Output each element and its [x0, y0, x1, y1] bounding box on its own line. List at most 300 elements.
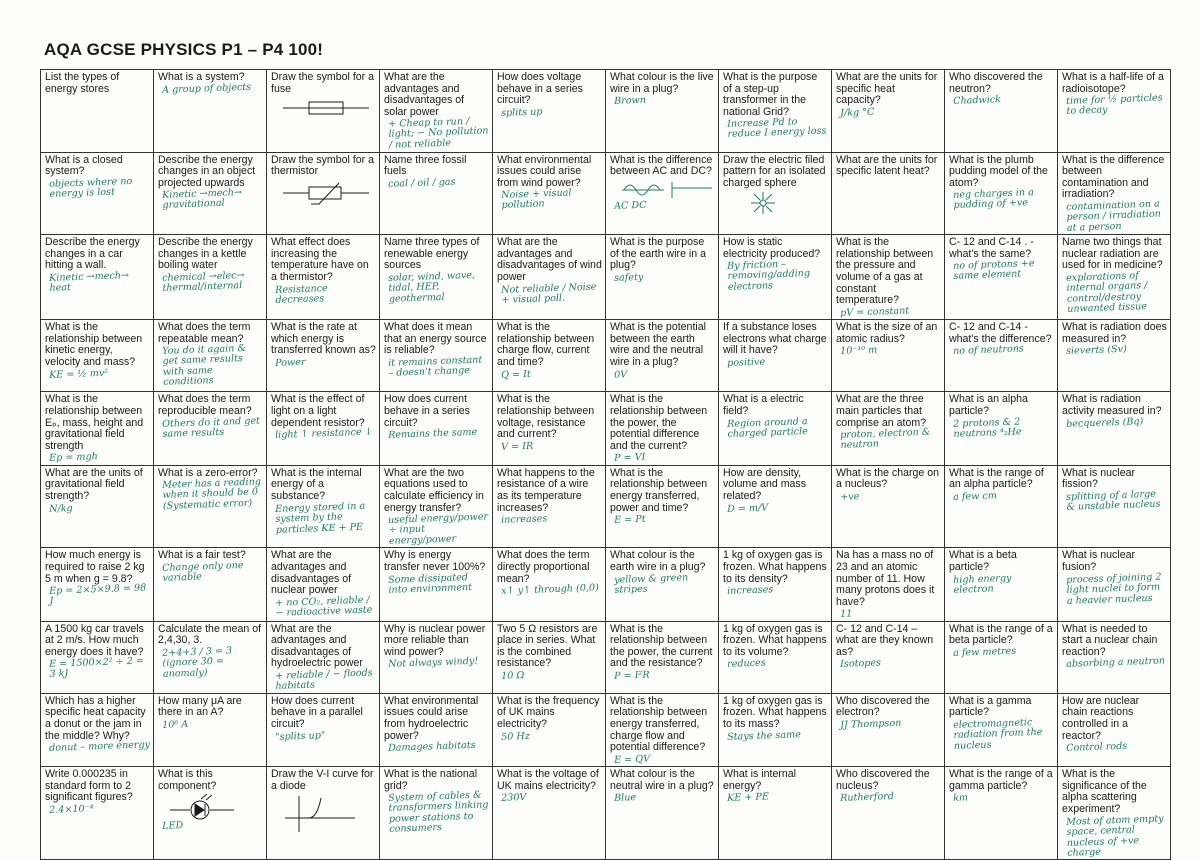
question-text: What is the relationship between kinetic energy, velocity and mass?	[45, 321, 143, 368]
handwritten-answer: Brown	[613, 94, 647, 108]
handwritten-answer: E = QV	[613, 753, 651, 766]
question-cell	[1058, 320, 1171, 392]
question-text: What is the potential between the earth wire and the neutral wire in a plug?	[610, 321, 706, 368]
handwritten-answer: 50 Hz	[500, 730, 531, 743]
grid-row	[41, 767, 1171, 860]
question-text: What are the two equations used to calculate efficiency in energy transfer?	[384, 466, 484, 514]
question-text: Draw the symbol for a fuse	[271, 71, 375, 95]
question-cell	[154, 767, 267, 860]
question-cell	[493, 70, 606, 153]
handwritten-answer: +ve	[839, 491, 860, 503]
handwritten-answer: P = I²R	[613, 669, 650, 682]
question-text: What is internal energy?	[723, 768, 797, 792]
question-cell	[267, 548, 380, 621]
handwritten-answer: 10⁶ A	[161, 719, 189, 731]
question-cell	[493, 548, 606, 621]
question-cell	[493, 235, 606, 320]
question-text: What is a beta particle?	[949, 549, 1017, 573]
question-cell	[719, 465, 832, 548]
question-cell	[945, 693, 1058, 766]
handwritten-answer: safety	[613, 271, 644, 284]
question-cell	[154, 320, 267, 392]
question-text: What is needed to start a nuclear chain reaction?	[1062, 622, 1158, 658]
question-text: What is radiation activity measured in?	[1062, 393, 1162, 417]
question-cell	[41, 235, 154, 320]
handwritten-answer: Increase Pd to reduce I energy loss	[726, 116, 827, 141]
question-cell	[1058, 465, 1171, 548]
question-cell	[380, 465, 493, 548]
question-cell	[606, 152, 719, 235]
question-cell	[493, 320, 606, 392]
question-cell	[606, 320, 719, 392]
question-cell	[380, 392, 493, 465]
question-text: What is the range of a beta particle?	[949, 622, 1053, 647]
handwritten-answer: Ep = 2×5×9.8 = 98 J	[48, 582, 147, 608]
question-text: What is the relationship between charge flow, current and time?	[497, 321, 595, 368]
handwritten-answer: Meter has a reading when it should be 0 (Systematic error)	[161, 476, 262, 512]
handwritten-answer: coal / oil / gas	[387, 176, 456, 190]
question-cell	[719, 320, 832, 392]
handwritten-answer: explorations of internal organs / control/destroy unwanted tissue	[1065, 270, 1148, 316]
question-text: What is a electric field?	[723, 393, 804, 417]
question-cell	[832, 621, 945, 693]
question-text: What is the difference between AC and DC?	[610, 153, 713, 178]
question-text: What does the term reproducible mean?	[158, 393, 252, 417]
question-cell	[154, 152, 267, 235]
handwritten-answer: x↑ y↑ through (0,0)	[500, 582, 599, 597]
handwritten-answer: Others do it and get same results	[161, 414, 261, 440]
question-cell	[1058, 767, 1171, 860]
question-cell	[493, 465, 606, 548]
handwritten-answer: donut – more energy	[48, 739, 151, 755]
question-text: How are density, volume and mass related?	[723, 466, 807, 502]
question-cell	[945, 548, 1058, 621]
question-cell	[267, 693, 380, 766]
handwritten-answer: 11	[839, 608, 853, 621]
handwritten-answer: + no CO₂, reliable / − radioactive waste	[274, 594, 373, 619]
question-text: What is this component?	[158, 768, 217, 792]
handwritten-answer: Blue	[613, 792, 637, 805]
question-cell	[719, 767, 832, 860]
question-text: What does the term directly proportional mean?	[497, 549, 590, 585]
question-text: What is an alpha particle?	[949, 393, 1028, 417]
handwritten-answer: electromagnetic radiation from the nucleus	[952, 717, 1043, 752]
handwritten-answer: Noise + visual pollution	[500, 187, 572, 212]
question-text: What is the relationship between the power, the potential difference and the current?	[610, 393, 708, 452]
question-cell	[493, 767, 606, 860]
question-text: What is the relationship between energy transferred, power and time?	[610, 466, 708, 514]
question-text: What is the frequency of UK mains electricity?	[497, 694, 600, 731]
handwritten-answer: You do it again & get same results with same conditions	[161, 343, 247, 389]
question-cell	[945, 152, 1058, 235]
question-cell	[719, 152, 832, 235]
grid-row	[41, 70, 1171, 153]
question-cell	[380, 152, 493, 235]
question-text: C- 12 and C-14 . - what's the same?	[949, 236, 1034, 260]
handwritten-answer: JJ Thompson	[839, 717, 902, 731]
question-text: What environmental issues could arise from wind power?	[497, 153, 592, 189]
question-text: What is the relationship between the power, the current and the resistance?	[610, 622, 713, 670]
question-cell	[41, 465, 154, 548]
question-text: Why is energy transfer never 100%?	[384, 549, 486, 573]
question-cell	[945, 621, 1058, 693]
question-text: Draw the V-I curve for a diode	[271, 768, 374, 792]
handwritten-answer: 2.4×10⁻⁴	[48, 803, 94, 816]
question-text: What is the voltage of UK mains electricity?	[497, 768, 599, 792]
question-text: What is a fair test?	[158, 549, 246, 562]
question-text: Draw the electric filed pattern for an isolated charged sphere	[723, 153, 826, 189]
handwritten-answer: splits up	[500, 106, 543, 119]
question-text: What is radiation does measured in?	[1062, 321, 1167, 345]
handwritten-answer: chemical →elec→ thermal/internal	[161, 269, 245, 295]
question-cell	[493, 392, 606, 465]
handwritten-answer: KE + PE	[726, 791, 770, 805]
handwritten-answer: it remains constant – doesn't change	[387, 354, 483, 380]
handwritten-answer: Power	[274, 356, 306, 369]
question-text: What effect does increasing the temperature have on a thermistor?	[271, 236, 369, 283]
handwritten-answer: J/kg °C	[839, 106, 875, 119]
question-text: List the types of energy stores	[45, 71, 120, 95]
question-cell	[945, 235, 1058, 320]
question-text: How is static electricity produced?	[723, 236, 821, 260]
handwritten-answer: high energy electron	[952, 572, 1012, 596]
question-text: If a substance loses electrons what charge will it have?	[723, 321, 827, 357]
grid-row	[41, 621, 1171, 693]
handwritten-answer: + Cheap to run / light; − No pollution / not reliable	[387, 116, 489, 152]
question-cell	[945, 70, 1058, 153]
question-cell	[267, 465, 380, 548]
question-cell	[1058, 548, 1171, 621]
question-text: What are the units for specific latent heat?	[836, 153, 938, 178]
field-diagram	[723, 191, 828, 215]
question-text: What is the rate at which energy is transferred known as?	[271, 321, 376, 357]
question-cell	[267, 235, 380, 320]
question-text: What is the purpose of the earth wire in a plug?	[610, 236, 706, 272]
question-text: How many μA are there in an A?	[158, 694, 242, 719]
handwritten-answer: Isotopes	[839, 657, 882, 671]
revision-grid	[40, 69, 1171, 860]
thermistor-diagram	[271, 180, 376, 206]
question-text: What colour is the live wire in a plug?	[610, 71, 714, 95]
question-text: Two 5 Ω resistors are place in series. What is the combined resistance?	[497, 622, 598, 670]
handwritten-answer: absorbing a neutron	[1065, 655, 1166, 671]
handwritten-answer: neg charges in a pudding of +ve	[952, 187, 1035, 212]
question-cell	[832, 767, 945, 860]
question-cell	[945, 392, 1058, 465]
handwritten-answer: A group of objects	[161, 81, 252, 96]
question-cell	[380, 548, 493, 621]
question-text: What are the advantages and disadvantages of nuclear power	[271, 549, 352, 597]
question-text: What colour is the neutral wire in a plug?	[610, 768, 714, 792]
handwritten-answer: time for ½ particles to decay	[1065, 92, 1163, 118]
handwritten-answer: Control rods	[1065, 740, 1128, 755]
handwritten-answer: Ep = mgh	[48, 451, 99, 465]
handwritten-answer: objects where no energy is lost	[48, 175, 133, 201]
question-cell	[719, 235, 832, 320]
question-cell	[606, 235, 719, 320]
question-text: Name two things that nuclear radiation are used for in medicine?	[1062, 236, 1163, 272]
handwritten-answer: 230V	[500, 792, 527, 805]
question-cell	[493, 621, 606, 693]
question-cell	[832, 70, 945, 153]
question-text: What is a system?	[158, 71, 245, 83]
handwritten-answer: N/kg	[48, 502, 73, 515]
handwritten-answer: By friction – removing/adding electrons	[726, 259, 811, 294]
handwritten-answer: Resistance decreases	[274, 282, 328, 306]
question-cell	[41, 767, 154, 860]
question-text: Describe the energy changes in a kettle boiling water	[158, 236, 253, 272]
handwritten-answer: "splits up"	[274, 729, 326, 743]
question-cell	[832, 392, 945, 465]
question-cell	[154, 548, 267, 621]
question-text: What colour is the earth wire in a plug?	[610, 549, 706, 573]
fuse-diagram	[271, 97, 376, 119]
question-text: Calculate the mean of 2,4,30, 3.	[158, 622, 262, 647]
question-cell	[267, 320, 380, 392]
question-text: Describe the energy changes in a car hitting a wall.	[45, 236, 140, 272]
question-text: What are the advantages and disadvantages of hydroelectric power	[271, 622, 363, 670]
question-text: A 1500 kg car travels at 2 m/s. How much energy does it have?	[45, 622, 144, 658]
question-text: What does the term repeatable mean?	[158, 321, 251, 345]
question-text: How does current behave in a series circuit?	[384, 393, 470, 429]
question-cell	[493, 152, 606, 235]
question-text: Name three fossil fuels	[384, 153, 467, 178]
handwritten-answer: Rutherford	[839, 791, 895, 805]
question-text: What are the units of gravitational field strength?	[45, 466, 143, 502]
question-cell	[154, 621, 267, 693]
question-cell	[719, 693, 832, 766]
question-text: Which has a higher specific heat capacity a donut or the jam in the middle? Why?	[45, 694, 146, 742]
handwritten-answer: P = VI	[613, 452, 646, 465]
handwritten-answer: Chadwick	[952, 94, 1002, 108]
handwritten-answer: 0V	[613, 368, 628, 381]
question-cell	[380, 320, 493, 392]
question-text: What does it mean that an energy source is reliable?	[384, 321, 487, 357]
grid-row	[41, 548, 1171, 621]
question-text: How does current behave in a parallel circuit?	[271, 694, 363, 731]
grid-row	[41, 465, 1171, 548]
question-text: What is the range of a gamma particle?	[949, 768, 1053, 792]
question-text: What is a half-life of a radioisotope?	[1062, 71, 1164, 95]
handwritten-answer: Stays the same	[726, 728, 802, 743]
question-cell	[41, 392, 154, 465]
grid-row	[41, 235, 1171, 320]
handwritten-answer: no of neutrons	[952, 343, 1025, 358]
question-cell	[719, 392, 832, 465]
question-cell	[493, 693, 606, 766]
question-cell	[267, 152, 380, 235]
question-text: What is the relationship between Eₚ, mass, height and gravitational field strength	[45, 393, 144, 452]
question-text: How much energy is required to raise 2 kg 5 m when g = 9.8?	[45, 549, 145, 585]
question-text: Who discovered the neutron?	[949, 71, 1043, 95]
handwritten-answer: yellow & green stripes	[613, 571, 689, 596]
handwritten-answer: Region around a charged particle	[726, 415, 809, 440]
handwritten-answer: Energy stored in a system by the particles KE + PE	[274, 500, 366, 536]
question-cell	[606, 548, 719, 621]
handwritten-answer: proton, electron & neutron	[839, 426, 931, 452]
question-cell	[606, 693, 719, 766]
question-text: What is the purpose of a step-up transformer in the national Grid?	[723, 71, 818, 118]
question-cell	[1058, 693, 1171, 766]
question-cell	[719, 70, 832, 153]
question-cell	[380, 767, 493, 860]
handwritten-answer: D = m/V	[726, 501, 769, 515]
question-text: What is the effect of light on a light dependent resistor?	[271, 393, 365, 429]
question-text: What is nuclear fusion?	[1062, 549, 1136, 573]
handwritten-answer: Change only one variable	[161, 559, 244, 585]
question-text: C- 12 and C-14 – what are they known as?	[836, 622, 934, 658]
question-text: What is the relationship between the pressure and volume of a gas at constant temperature?	[836, 236, 934, 307]
handwritten-answer: light ↑ resistance ↓	[274, 426, 373, 441]
handwritten-answer: useful energy/power ÷ input energy/power	[387, 511, 489, 547]
question-text: What is the difference between contamination and irradiation?	[1062, 153, 1165, 201]
question-text: What is a zero-error?	[158, 466, 258, 479]
question-cell	[154, 392, 267, 465]
handwritten-answer: Kinetic →mech→ heat	[48, 270, 130, 295]
question-cell	[41, 548, 154, 621]
handwritten-answer: a few metres	[952, 645, 1017, 659]
question-cell	[719, 548, 832, 621]
question-text: What is the charge on a nucleus?	[836, 466, 940, 491]
page-title: AQA GCSE PHYSICS P1 – P4 100!	[44, 40, 324, 59]
question-cell	[832, 235, 945, 320]
handwritten-answer: Kinetic →mech→ gravitational	[161, 187, 243, 212]
handwritten-answer: E = 1500×2² ÷ 2 = 3 kJ	[48, 656, 145, 681]
led-diagram	[158, 794, 263, 820]
question-text: What is the internal energy of a substance?	[271, 466, 362, 502]
handwritten-answer: Remains the same	[387, 426, 478, 441]
handwritten-answer: 10 Ω	[500, 670, 525, 682]
handwritten-answer: reduces	[726, 657, 766, 671]
question-text: Write 0.000235 in standard form to 2 significant figures?	[45, 768, 133, 804]
question-text: What are the advantages and disadvantages of wind power	[497, 236, 602, 283]
question-text: Na has a mass no of 23 and an atomic number of 11. How many protons does it have?	[836, 549, 935, 608]
question-cell	[606, 621, 719, 693]
handwritten-answer: a few cm	[952, 490, 998, 503]
handwritten-answer: System of cables & transformers linking power stations to consumers	[387, 790, 489, 836]
handwritten-answer: contamination on a person / irradiation at a person	[1065, 198, 1162, 234]
question-text: What is the size of an atomic radius?	[836, 321, 938, 345]
question-text: 1 kg of oxygen gas is frozen. What happens to its density?	[723, 549, 827, 585]
question-text: What are the advantages and disadvantages of solar power	[384, 71, 465, 118]
question-cell	[267, 767, 380, 860]
question-cell	[154, 465, 267, 548]
question-cell	[945, 767, 1058, 860]
question-cell	[41, 693, 154, 766]
grid-row	[41, 693, 1171, 766]
question-text: What happens to the resistance of a wire as its temperature increases?	[497, 466, 595, 514]
handwritten-answer: KE = ½ mv²	[48, 367, 109, 381]
question-text: What is the relationship between energy transferred, charge flow and potential difference?	[610, 694, 708, 754]
handwritten-answer: LED	[161, 820, 184, 833]
question-cell	[832, 548, 945, 621]
handwritten-answer: Some dissipated into environment	[387, 571, 473, 596]
question-cell	[380, 70, 493, 153]
question-text: What is a gamma particle?	[949, 694, 1032, 719]
question-cell	[719, 621, 832, 693]
question-cell	[380, 693, 493, 766]
grid-row	[41, 152, 1171, 235]
handwritten-answer: 10⁻¹⁰ m	[839, 344, 878, 358]
handwritten-answer: sieverts (Sv)	[1065, 344, 1127, 358]
question-text: What is the range of an alpha particle?	[949, 466, 1044, 491]
question-cell	[154, 693, 267, 766]
question-cell	[606, 465, 719, 548]
question-cell	[1058, 235, 1171, 320]
handwritten-answer: pV = constant	[839, 305, 910, 319]
question-cell	[41, 621, 154, 693]
grid-row	[41, 392, 1171, 465]
question-text: What is the national grid?	[384, 768, 478, 792]
question-text: 1 kg of oxygen gas is frozen. What happens to its mass?	[723, 694, 827, 731]
question-text: What are the three main particles that comprise an atom?	[836, 393, 927, 429]
question-text: What are the units for specific heat capacity?	[836, 71, 938, 107]
question-cell	[154, 235, 267, 320]
question-text: How does voltage behave in a series circuit?	[497, 71, 583, 107]
handwritten-answer: Not always windy!	[387, 656, 479, 671]
handwritten-answer: becquerels (Bq)	[1065, 415, 1144, 430]
question-cell	[154, 70, 267, 153]
handwritten-answer: positive	[726, 356, 766, 369]
handwritten-answer: 2+4+3 / 3 = 3 (ignore 30 = anomaly)	[161, 645, 233, 680]
handwritten-answer: no of protons +e same element	[952, 258, 1035, 283]
handwritten-answer: Damages habitats	[387, 740, 476, 755]
question-cell	[1058, 152, 1171, 235]
handwritten-answer: splitting of a large & unstable nucleus	[1065, 488, 1161, 514]
handwritten-answer: Not reliable / Noise + visual poll.	[500, 281, 597, 306]
question-text: Why is nuclear power more reliable than wind power?	[384, 622, 486, 658]
question-text: Who discovered the nucleus?	[836, 768, 930, 792]
handwritten-answer: E = Pt	[613, 513, 646, 526]
handwritten-answer: + reliable / − floods habitats	[274, 667, 373, 693]
question-cell	[380, 235, 493, 320]
question-cell	[832, 465, 945, 548]
grid-row	[41, 320, 1171, 392]
question-cell	[832, 693, 945, 766]
question-cell	[606, 392, 719, 465]
question-cell	[832, 320, 945, 392]
question-cell	[267, 70, 380, 153]
question-text: Draw the symbol for a thermistor	[271, 153, 375, 178]
handwritten-answer: AC DC	[613, 199, 647, 212]
handwritten-answer: V = IR	[500, 440, 534, 453]
question-cell	[41, 70, 154, 153]
handwritten-answer: process of joining 2 light nuclei to form a heavier nucleus	[1065, 571, 1162, 607]
question-cell	[606, 70, 719, 153]
question-cell	[1058, 70, 1171, 153]
question-text: What is a closed system?	[45, 153, 123, 178]
question-cell	[267, 392, 380, 465]
question-cell	[832, 152, 945, 235]
ac-dc-diagram	[610, 180, 715, 200]
question-cell	[945, 465, 1058, 548]
question-text: C- 12 and C-14 - what's the difference?	[949, 321, 1052, 345]
question-text: Who discovered the electron?	[836, 694, 930, 719]
handwritten-answer: Most of atom empty space, central nucleus of +ve charge	[1065, 813, 1164, 859]
handwritten-answer: increases	[500, 513, 548, 526]
question-cell	[41, 152, 154, 235]
question-cell	[1058, 392, 1171, 465]
question-text: Describe the energy changes in an object projected upwards	[158, 153, 256, 189]
question-text: How are nuclear chain reactions controlled in a reactor?	[1062, 694, 1140, 742]
handwritten-answer: 2 protons & 2 neutrons ⁴₂He	[952, 416, 1022, 440]
diode-diagram	[271, 794, 376, 834]
question-cell	[380, 621, 493, 693]
question-text: What is the significance of the alpha scattering experiment?	[1062, 768, 1147, 816]
question-text: 1 kg of oxygen gas is frozen. What happens to its volume?	[723, 622, 827, 658]
handwritten-answer: solar, wind, wave, tidal, HEP, geothermal	[387, 269, 476, 305]
question-cell	[267, 621, 380, 693]
